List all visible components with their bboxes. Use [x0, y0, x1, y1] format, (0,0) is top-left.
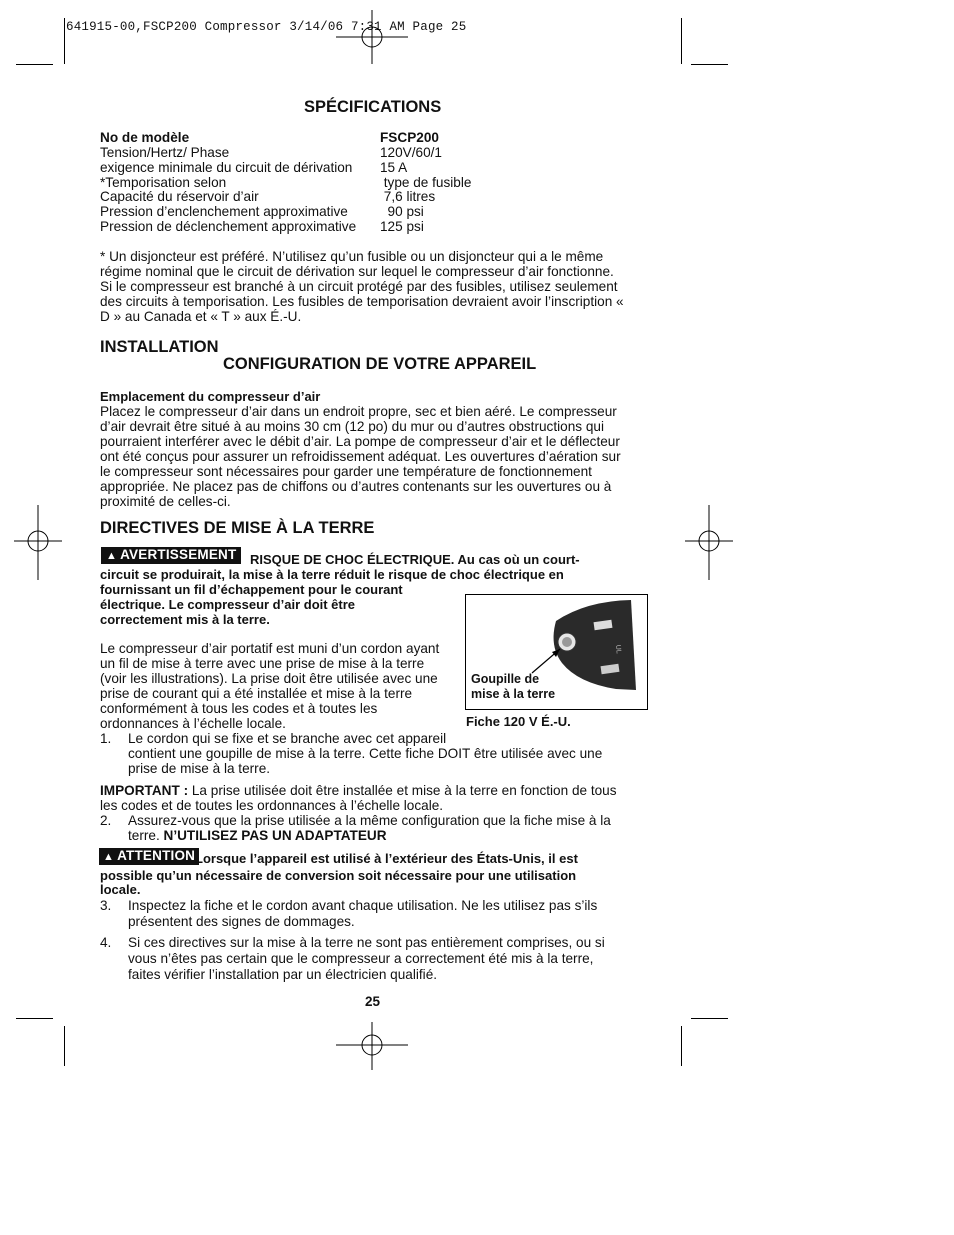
- text-line: Le compresseur d’air portatif est muni d’un cordon ayant: [100, 641, 440, 656]
- text-line: Placez le compresseur d’air dans un endroit propre, sec et bien aéré. Le compresseur: [100, 404, 617, 419]
- text-line: d’air devrait être situé à au moins 30 cm (12 po) du mur ou d’autres obstructions qui: [100, 419, 604, 434]
- text-line: présentent des signes de dommages.: [128, 914, 355, 929]
- list-number: 1.: [100, 731, 112, 746]
- text-line: Inspectez la fiche et le cordon avant chaque utilisation. Ne les utilisez pas s’ils: [128, 898, 598, 913]
- spec-label: Pression de déclenchement approximative: [100, 219, 357, 234]
- grounding-paragraph: [100, 641, 439, 731]
- text-line: électrique. Le compresseur d’air doit être: [100, 597, 356, 612]
- specifications-heading: SPÉCIFICATIONS: [304, 98, 442, 116]
- spec-value: 120V/60/1: [380, 145, 442, 160]
- spec-label: Tension/Hertz/ Phase: [100, 145, 230, 160]
- spec-label: Pression d’enclenchement approximative: [100, 204, 348, 219]
- location-paragraph: [100, 404, 621, 509]
- text-line: conformément à tous les codes et à toutes les: [100, 701, 378, 716]
- list-item: [128, 898, 597, 930]
- text-line: ont été conçus pour assurer un refroidissement adéquat. Les ouvertures d’aération sur: [100, 449, 621, 464]
- caution-badge-label: ATTENTION: [117, 848, 196, 863]
- plug-figure: [465, 594, 648, 710]
- spec-row: [100, 189, 436, 204]
- spec-label: exigence minimale du circuit de dérivation: [100, 160, 353, 175]
- warning-triangle-icon: ▲: [103, 851, 115, 863]
- text-line: RISQUE DE CHOC ÉLECTRIQUE. Au cas où un court-: [250, 552, 580, 567]
- configuration-heading: CONFIGURATION DE VOTRE APPAREIL: [223, 355, 537, 373]
- text-line: régime nominal que le circuit de dérivation sur lequel le compresseur d’air fonctionne.: [100, 264, 614, 279]
- text-line: faites vérifier l’installation par un électricien qualifié.: [128, 967, 438, 982]
- text-line: terre.: [128, 828, 164, 843]
- spec-label: No de modèle: [100, 130, 190, 145]
- text-line: La prise utilisée doit être installée et mise à la terre en fonction de tous: [188, 783, 617, 798]
- text-line: Lorsque l’appareil est utilisé à l’extérieur des États-Unis, il est: [195, 851, 578, 866]
- list-number: 3.: [100, 898, 112, 913]
- text-line: un fil de mise à terre avec une prise de mise à la terre: [100, 656, 425, 671]
- text-line: (voir les illustrations). La prise doit être utilisée avec une: [100, 671, 438, 686]
- text-line: appropriée. Ne placez pas de chiffons ou d’autres contenants sur les ouvertures ou à: [100, 479, 612, 494]
- warning-triangle-icon: ▲: [106, 550, 118, 562]
- spec-row: [100, 145, 442, 160]
- list-item: [128, 813, 611, 843]
- caution-text: [100, 850, 578, 898]
- figure-caption: Fiche 120 V É.-U.: [466, 714, 571, 729]
- text-line: Si ces directives sur la mise à la terre ne sont pas entièrement comprises, ou si: [128, 935, 605, 950]
- text-line: les codes et de toutes les ordonnances à l’échelle locale.: [100, 798, 444, 813]
- important-label: IMPORTANT :: [100, 783, 189, 798]
- spec-row: [100, 204, 424, 219]
- grounding-heading: DIRECTIVES DE MISE À LA TERRE: [100, 519, 375, 537]
- text-line: locale.: [100, 882, 141, 897]
- print-slug: 641915-00,FSCP200 Compressor 3/14/06 7:31 AM Page 25: [66, 20, 467, 34]
- spec-value: 125 psi: [380, 219, 424, 234]
- text-line: fournissant un fil d’échappement pour le courant: [100, 582, 403, 597]
- location-subheading: Emplacement du compresseur d’air: [100, 389, 321, 404]
- text-line: correctement mis à la terre.: [100, 612, 270, 627]
- svg-text:UL: UL: [614, 644, 622, 655]
- adapter-warning: N’UTILISEZ PAS UN ADAPTATEUR: [163, 828, 387, 843]
- text-line: le compresseur sont nécessaires pour garder une température de fonctionnement: [100, 464, 592, 479]
- text-line: contient une goupille de mise à la terre. Cette fiche DOIT être utilisée avec une: [128, 746, 603, 761]
- text-line: vous n’êtes pas certain que le compresseur a correctement été mis à la terre,: [128, 951, 594, 966]
- text-line: ordonnances à l’échelle locale.: [100, 716, 286, 731]
- text-line: Goupille de: [471, 672, 540, 686]
- spec-value: 15 A: [380, 160, 408, 175]
- spec-label: *Temporisation selon: [100, 175, 227, 190]
- text-line: circuit se produirait, la mise à la terre réduit le risque de choc électrique en: [100, 567, 564, 582]
- spec-value: FSCP200: [380, 130, 439, 145]
- spec-row: [100, 219, 424, 234]
- spec-value: type de fusible: [380, 175, 472, 190]
- text-line: proximité de celles-ci.: [100, 494, 231, 509]
- text-line: Si le compresseur est branché à un circuit protégé par des fusibles, utilisez seulement: [100, 279, 618, 294]
- list-number: 4.: [100, 935, 112, 950]
- text-line: Assurez-vous que la prise utilisée a la même configuration que la fiche mise à la: [128, 813, 611, 828]
- figure-label: [471, 672, 555, 702]
- text-line: des circuits à temporisation. Les fusibles de temporisation devraient avoir l’inscription «: [100, 294, 624, 309]
- warning-badge-label: AVERTISSEMENT: [120, 547, 237, 562]
- list-item: [128, 731, 602, 776]
- spec-label: Capacité du réservoir d’air: [100, 189, 259, 204]
- text-line: mise à la terre: [471, 687, 556, 701]
- spec-value: 90 psi: [380, 204, 424, 219]
- text-line: possible qu’un nécessaire de conversion soit nécessaire pour une utilisation: [100, 868, 577, 883]
- text-line: prise de courant qui a été installée et mise à la terre: [100, 686, 413, 701]
- text-line: Le cordon qui se fixe et se branche avec cet appareil: [128, 731, 447, 746]
- installation-heading: INSTALLATION: [100, 338, 219, 356]
- text-line: pourraient interférer avec le débit d’air. La pompe de compresseur d’air et le déflecteur: [100, 434, 620, 449]
- text-line: prise de mise à la terre.: [128, 761, 271, 776]
- text-line: * Un disjoncteur est préféré. N’utilisez qu’un fusible ou un disjoncteur qui a le même: [100, 249, 604, 264]
- text-line: D » au Canada et « T » aux É.-U.: [100, 309, 302, 324]
- important-note: [100, 783, 617, 813]
- list-item: [128, 935, 605, 983]
- spec-row: [100, 130, 439, 145]
- spec-value: 7,6 litres: [380, 189, 436, 204]
- spec-row: [100, 175, 472, 190]
- spec-footnote: [100, 249, 624, 324]
- list-number: 2.: [100, 813, 112, 828]
- spec-row: [100, 160, 408, 175]
- page-number: 25: [365, 994, 381, 1009]
